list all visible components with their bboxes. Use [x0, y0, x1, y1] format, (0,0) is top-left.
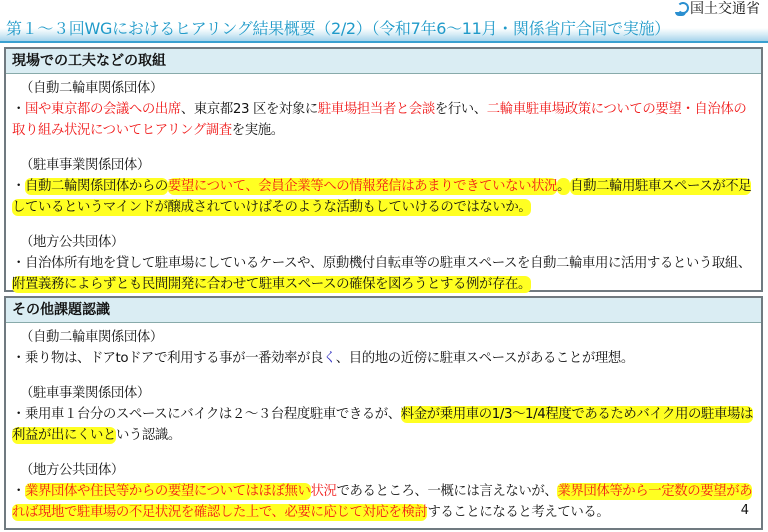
- text-segment: 業界団体や住民等からの要望についてはほぼ無い: [25, 484, 311, 499]
- group-category: （駐車事業関係団体）: [20, 386, 150, 401]
- text-segment: ・乗用車１台分のスペースにバイクは２～３台程度駐車できるが、: [12, 407, 401, 422]
- text-segment: ・自治体所有地を貸して駐車場にしているケースや、原動機付自転車等の駐車スペースを自動二輪車用に活用するという取組、: [12, 256, 751, 271]
- finding-text: [12, 348, 753, 369]
- text-segment: いう認識。: [115, 428, 181, 443]
- finding-text: [12, 99, 753, 141]
- text-segment: を実施。: [231, 123, 284, 138]
- text-segment: 自動二輪関係団体からの: [25, 179, 168, 194]
- text-segment: く: [323, 351, 336, 366]
- page-title: 第１～３回WGにおけるヒアリング結果概要（2/2）（令和7年6～11月・関係省庁合同で実施）: [6, 19, 670, 38]
- group-category: （自動二輪車関係団体）: [20, 81, 163, 96]
- page-number: 4: [740, 503, 749, 518]
- stakeholder-group: [12, 155, 753, 218]
- stakeholder-group: [12, 460, 753, 523]
- text-segment: 、目的地の近傍に駐車スペースがあることが理想。: [335, 351, 634, 366]
- logo-text: 国土交通省: [690, 1, 760, 17]
- text-segment: 附置義務によらずとも民間開発に合わせて駐車スペースの確保を図ろうとする例が存在。: [12, 277, 531, 292]
- finding-text: [12, 404, 753, 446]
- text-segment: することになると考えている。: [427, 505, 610, 520]
- section-content: [6, 74, 761, 295]
- text-segment: 料金が乗用車の1/3～1/4程度であるためバイク用の駐車場は利益が出にくいと: [12, 407, 753, 443]
- text-segment: 、東京都23 区を対象に: [180, 102, 318, 117]
- group-category: （地方公共団体）: [20, 235, 124, 250]
- text-segment: 業界団体等から一定数の要望があれば現地で駐車場の不足状況を確認した上で、必要に応じて対応を検討: [12, 484, 753, 520]
- group-category: （駐車事業関係団体）: [20, 158, 150, 173]
- text-segment: 自動二輪用駐車スペースが不足しているというマインドが醸成されていけばそのような活動もしていけるのではないか。: [12, 179, 752, 215]
- text-segment: ・: [12, 179, 25, 194]
- text-segment: ・: [12, 484, 25, 499]
- text-segment: 国や東京都の会議への出席: [25, 102, 181, 117]
- text-segment: であるところ、一概には言えないが、: [336, 484, 558, 499]
- section-content: [6, 323, 761, 523]
- text-segment: ・乗り物は、ドアtoドアで利用する事が一番効率が良: [12, 351, 324, 366]
- group-category: （自動二輪車関係団体）: [20, 330, 163, 345]
- finding-text: [12, 481, 753, 523]
- text-segment: 状況: [310, 484, 337, 499]
- text-segment: 。: [557, 179, 571, 194]
- text-segment: 駐車場担当者と会談: [317, 102, 435, 117]
- section-initiatives: [4, 47, 763, 292]
- group-category: （地方公共団体）: [20, 463, 124, 478]
- section-other-issues: [4, 296, 763, 530]
- finding-text: [12, 176, 753, 218]
- title-underline: [0, 41, 768, 43]
- text-segment: 要望について、会員企業等への情報発信はあまりできていない状況: [167, 179, 558, 194]
- text-segment: を行い、: [434, 102, 487, 117]
- section-heading: 現場での工夫などの取組: [6, 49, 761, 74]
- text-segment: ・: [12, 102, 25, 117]
- finding-text: [12, 253, 753, 295]
- ministry-logo: [673, 0, 762, 18]
- stakeholder-group: [12, 327, 753, 369]
- stakeholder-group: [12, 232, 753, 295]
- section-heading: その他課題認識: [6, 298, 761, 323]
- stakeholder-group: [12, 78, 753, 141]
- stakeholder-group: [12, 383, 753, 446]
- mlit-logo-icon: [675, 2, 687, 17]
- text-segment: 二輪車駐車場政策についての要望・自治体の取り組み状況についてヒアリング調査: [12, 102, 747, 138]
